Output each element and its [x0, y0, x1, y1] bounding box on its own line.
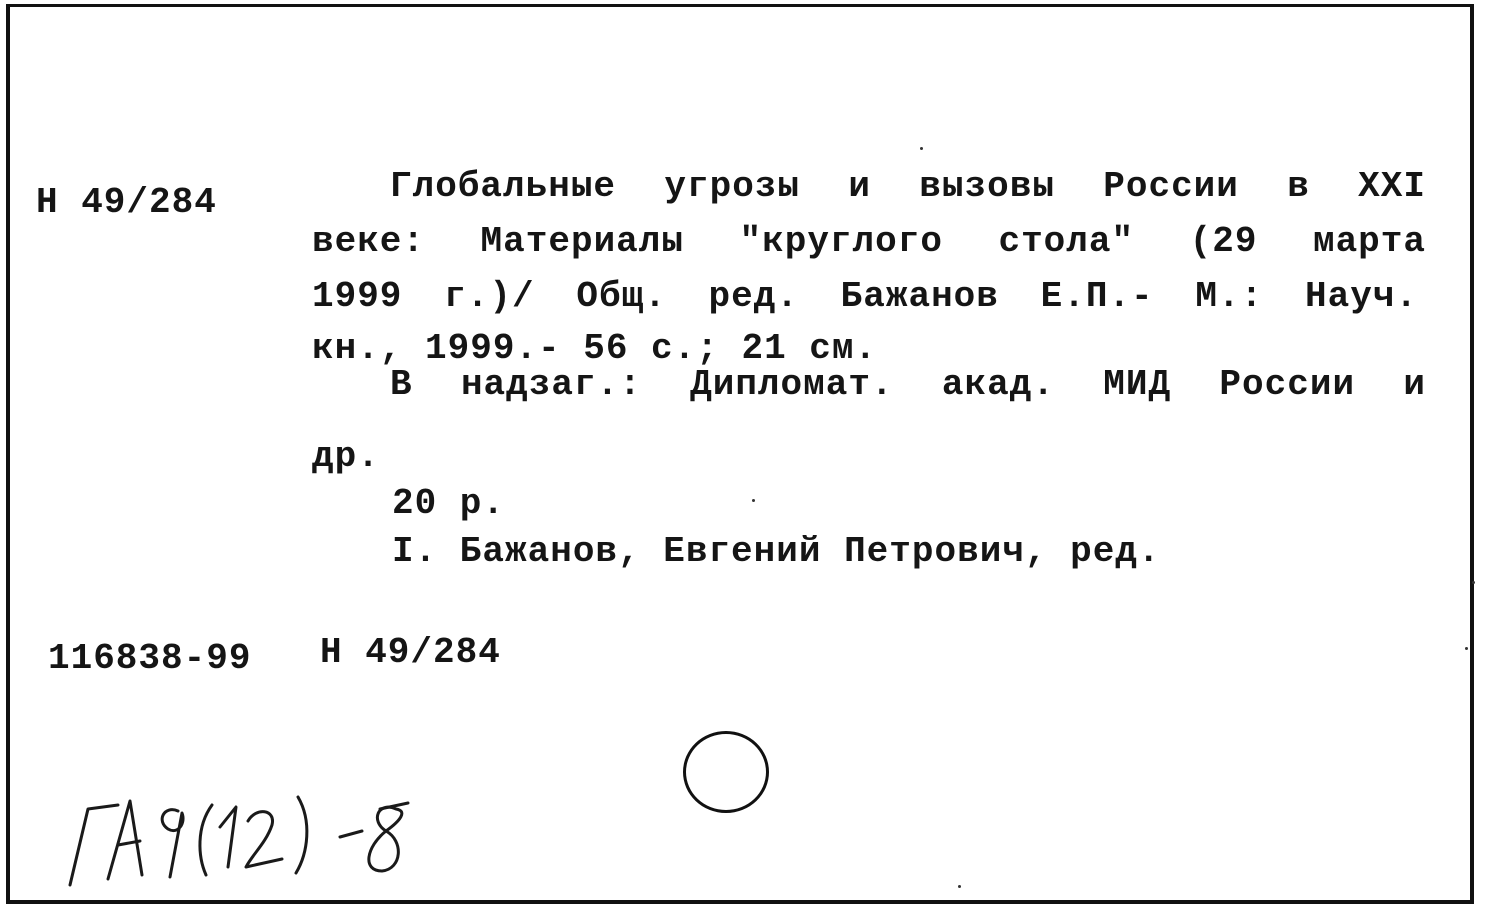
price: 20 р.: [392, 483, 506, 524]
title-line-4: кн., 1999.- 56 с.; 21 см.: [312, 328, 878, 369]
title-line-3: 1999 г.)/ Общ. ред. Бажанов Е.П.- М.: Науч.: [312, 276, 1418, 317]
accession-number: 116838-99: [48, 638, 252, 679]
speck: [752, 499, 755, 502]
call-number-bottom: Н 49/284: [320, 632, 501, 673]
title-line-1: Глобальные угрозы и вызовы России в XXI: [390, 166, 1426, 207]
call-number: Н 49/284: [36, 182, 217, 223]
note-line-1: В надзаг.: Дипломат. акад. МИД России и: [390, 364, 1426, 405]
speck: [958, 885, 961, 888]
speck: [1465, 647, 1468, 650]
catalog-card: [6, 4, 1474, 904]
title-line-2: веке: Материалы "круглого стола" (29 марта: [312, 221, 1426, 262]
speck: [1472, 581, 1475, 584]
note-line-2: др.: [312, 436, 380, 477]
handwritten-mark: [60, 787, 440, 897]
speck: [920, 147, 923, 150]
added-entry: I. Бажанов, Евгений Петрович, ред.: [392, 531, 1161, 572]
punch-hole: [683, 731, 769, 813]
